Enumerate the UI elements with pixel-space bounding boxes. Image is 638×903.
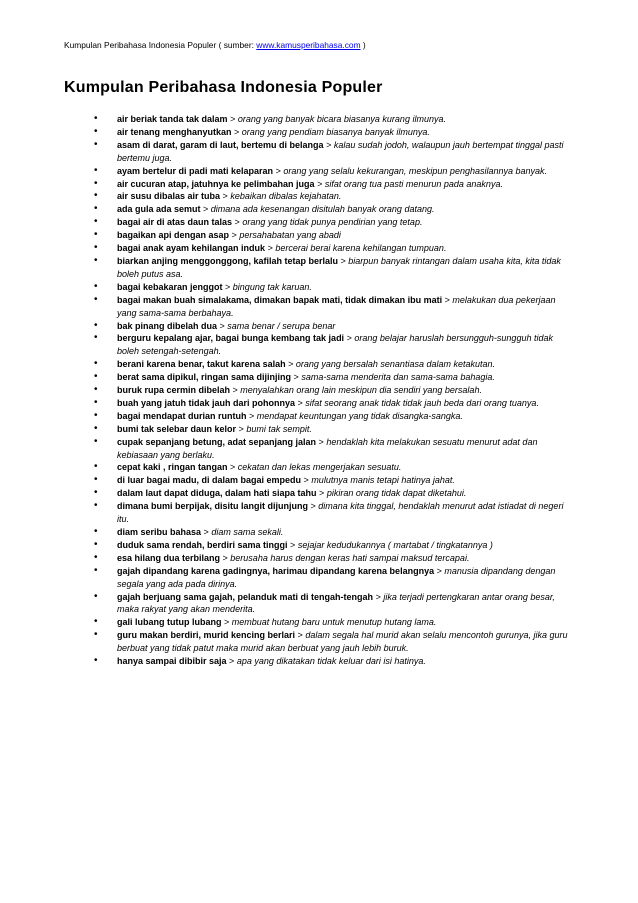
proverb-meaning: biarpun banyak rintangan dalam usaha kita, kita tidak boleh putus asa. [117,255,561,279]
bullet-icon: • [94,254,98,266]
proverb-meaning: sama benar / serupa benar [227,320,336,331]
list-item [64,203,576,216]
separator-arrow: > [273,165,284,176]
separator-arrow: > [287,539,298,550]
bullet-icon: • [94,551,98,563]
proverb-meaning: persahabatan yang abadi [239,230,341,241]
separator-arrow: > [226,656,237,667]
separator-arrow: > [344,333,355,344]
proverb-meaning: jika terjadi pertengkaran antar orang besar, maka rakyat yang akan menderita. [117,591,555,615]
list-item [64,500,576,526]
list-item [64,461,576,474]
separator-arrow: > [338,255,349,266]
bullet-icon: • [94,164,98,176]
bullet-icon: • [94,538,98,550]
list-item [64,320,576,333]
proverb-meaning: hendaklah kita melakukan sesuatu menurut adat dan kebiasaan yang berlaku. [117,436,538,460]
list-item [64,384,576,397]
list-item [64,332,576,358]
header-text: Kumpulan Peribahasa Indonesia Populer ( sumber: [64,40,254,50]
proverb-meaning: berusaha harus dengan keras hati sampai maksud tercapai. [230,552,470,563]
list-item [64,229,576,242]
separator-arrow: > [285,359,296,370]
proverb-term: gali lubang tutup lubang [117,617,222,628]
bullet-icon: • [94,319,98,331]
proverb-meaning: diam sama sekali. [211,527,284,537]
proverb-term: esa hilang dua terbilang [117,552,221,563]
proverb-meaning: menyalahkan orang lain meskipun dia sendiri yang bersalah. [240,385,482,396]
separator-arrow: > [221,617,232,628]
proverb-term: buah yang jatuh tidak jauh dari pohonnya [117,397,296,408]
list-item [64,436,576,462]
list-item [64,591,576,617]
page-header [64,40,366,51]
list-item [64,526,576,539]
proverb-term: bagai makan buah simalakama, dimakan bapak mati, tidak dimakan ibu mati [117,294,443,305]
bullet-icon: • [94,358,98,370]
source-link[interactable]: www.kamusperibahasa.com [256,40,361,50]
separator-arrow: > [308,501,319,512]
bullet-icon: • [94,435,98,447]
proverb-term: asam di darat, garam di laut, bertemu di belanga [117,139,324,150]
bullet-icon: • [94,590,98,602]
bullet-icon: • [94,474,98,486]
bullet-icon: • [94,216,98,228]
list-item [64,139,576,165]
list-item [64,474,576,487]
separator-arrow: > [222,281,233,292]
separator-arrow: > [217,320,228,331]
proverb-meaning: dimana kita tinggal, hendaklah menurut adat istiadat di negeri itu. [117,501,564,525]
proverb-meaning: orang yang tidak punya pendirian yang tetap. [242,217,423,228]
proverb-term: dalam laut dapat diduga, dalam hati siapa tahu [117,488,317,499]
list-item [64,423,576,436]
proverb-meaning: cekatan dan lekas mengerjakan sesuatu. [237,462,402,473]
proverb-term: bumi tak selebar daun kelor [117,423,237,434]
bullet-icon: • [94,396,98,408]
proverb-meaning: mendapat keuntungan yang tidak disangka-sangka. [256,410,463,421]
separator-arrow: > [295,630,306,641]
proverb-term: bagai air di atas daun talas [117,217,233,228]
proverb-term: air beriak tanda tak dalam [117,114,228,124]
proverb-term: air cucuran atap, jatuhnya ke pelimbahan juga [117,178,315,189]
list-item [64,190,576,203]
bullet-icon: • [94,422,98,434]
proverb-meaning: membuat hutang baru untuk menutup hutang lama. [231,617,437,628]
bullet-icon: • [94,371,98,383]
proverb-term: bagai kebakaran jenggot [117,281,223,292]
proverb-term: guru makan berdiri, murid kencing berlari [117,630,296,641]
separator-arrow: > [291,372,302,383]
bullet-icon: • [94,229,98,241]
bullet-icon: • [94,332,98,344]
bullet-icon: • [94,113,98,124]
separator-arrow: > [373,591,384,602]
separator-arrow: > [229,230,240,241]
bullet-icon: • [94,461,98,473]
proverb-list [64,113,576,668]
separator-arrow: > [314,178,325,189]
proverb-meaning: bingung tak karuan. [232,281,312,292]
bullet-icon: • [94,526,98,537]
list-item [64,410,576,423]
list-item [64,539,576,552]
proverb-meaning: kalau sudah jodoh, walaupun jauh bertempat tinggal pasti bertemu juga. [117,139,564,163]
proverb-term: buruk rupa cermin dibelah [117,385,231,396]
separator-arrow: > [201,527,212,537]
bullet-icon: • [94,655,98,667]
proverb-term: hanya sampai dibibir saja [117,656,227,667]
proverb-term: cupak sepanjang betung, adat sepanjang jalan [117,436,317,447]
proverb-term: bak pinang dibelah dua [117,320,218,331]
proverb-meaning: orang yang bersalah senantiasa dalam ketakutan. [295,359,495,370]
separator-arrow: > [220,552,231,563]
proverb-meaning: dimana ada kesenangan disitulah banyak orang datang. [210,204,435,215]
list-item [64,165,576,178]
proverb-meaning: orang yang selalu kekurangan, meskipun penghasilannya banyak. [283,165,548,176]
proverb-meaning: orang yang pendiam biasanya banyak ilmunya. [241,126,430,137]
separator-arrow: > [265,243,276,254]
separator-arrow: > [316,436,327,447]
bullet-icon: • [94,203,98,215]
proverb-meaning: bumi tak sempit. [246,423,312,434]
proverb-term: diam seribu bahasa [117,527,202,537]
bullet-icon: • [94,125,98,137]
separator-arrow: > [230,385,241,396]
proverb-term: berat sama dipikul, ringan sama dijinjing [117,372,292,383]
proverb-term: air tenang menghanyutkan [117,126,232,137]
list-item [64,616,576,629]
page-title: Kumpulan Peribahasa Indonesia Populer [64,79,383,96]
proverb-meaning: sifat orang tua pasti menurun pada anaknya. [324,178,503,189]
bullet-icon: • [94,242,98,254]
bullet-icon: • [94,384,98,396]
proverb-term: di luar bagai madu, di dalam bagai empedu [117,475,302,486]
separator-arrow: > [236,423,247,434]
separator-arrow: > [227,114,238,124]
list-item [64,487,576,500]
proverb-meaning: dalam segala hal murid akan selalu mencontoh gurunya, jika guru berbuat yang tidak patut maka murid akan berbuat yang jauh lebih buruk. [117,630,568,654]
proverb-term: gajah dipandang karena gadingnya, harimau dipandang karena belangnya [117,565,435,576]
bullet-icon: • [94,293,98,305]
separator-arrow: > [301,475,312,486]
proverb-meaning: orang yang banyak bicara biasanya kurang ilmunya. [237,114,446,124]
proverb-term: berani karena benar, takut karena salah [117,359,286,370]
proverb-term: duduk sama rendah, berdiri sama tinggi [117,539,288,550]
list-item [64,629,576,655]
list-item [64,255,576,281]
separator-arrow: > [323,139,334,150]
proverb-term: berguru kepalang ajar, bagai bunga kembang tak jadi [117,333,345,344]
proverb-meaning: apa yang dikatakan tidak keluar dari isi hatinya. [236,656,426,667]
separator-arrow: > [220,191,231,202]
proverb-term: air susu dibalas air tuba [117,191,221,202]
proverb-term: ayam bertelur di padi mati kelaparan [117,165,274,176]
bullet-icon: • [94,177,98,189]
list-item [64,397,576,410]
header-close: ) [362,40,366,50]
proverb-term: bagai mendapat durian runtuh [117,410,247,421]
list-item [64,552,576,565]
list-item [64,294,576,320]
bullet-icon: • [94,280,98,292]
bullet-icon: • [94,190,98,202]
proverb-meaning: sejajar kedudukannya ( martabat / tingkatannya ) [297,539,493,550]
separator-arrow: > [316,488,327,499]
proverb-term: cepat kaki , ringan tangan [117,462,228,473]
proverb-meaning: sama-sama menderita dan sama-sama bahagia. [301,372,495,383]
bullet-icon: • [94,487,98,499]
separator-arrow: > [246,410,257,421]
proverb-term: bagaikan api dengan asap [117,230,230,241]
proverb-term: bagai anak ayam kehilangan induk [117,243,266,254]
list-item [64,655,576,668]
list-item [64,358,576,371]
proverb-meaning: bercerai berai karena kehilangan tumpuan. [275,243,447,254]
list-item [64,242,576,255]
proverb-meaning: mulutnya manis tetapi hatinya jahat. [311,475,455,486]
separator-arrow: > [295,397,306,408]
bullet-icon: • [94,629,98,641]
proverb-meaning: sifat seorang anak tidak tidak jauh beda dari orang tuanya. [305,397,539,408]
proverb-meaning: manusia dipandang dengan segala yang ada pada dirinya. [117,565,556,589]
separator-arrow: > [434,565,445,576]
proverb-term: dimana bumi berpijak, disitu langit dijunjung [117,501,309,512]
proverb-meaning: kebaikan dibalas kejahatan. [230,191,342,202]
list-item [64,371,576,384]
proverb-meaning: pikiran orang tidak dapat diketahui. [326,488,467,499]
list-item [64,126,576,139]
proverb-meaning: melakukan dua pekerjaan yang sama-sama berbahaya. [117,294,556,318]
proverb-term: gajah berjuang sama gajah, pelanduk mati di tengah-tengah [117,591,374,602]
bullet-icon: • [94,616,98,628]
list-item [64,281,576,294]
separator-arrow: > [442,294,453,305]
list-item [64,113,576,126]
list-item [64,178,576,191]
list-item [64,565,576,591]
proverb-term: ada gula ada semut [117,204,201,215]
proverb-meaning: orang belajar haruslah bersungguh-sungguh tidak boleh setengah-setengah. [117,333,553,357]
bullet-icon: • [94,564,98,576]
separator-arrow: > [200,204,211,215]
separator-arrow: > [231,126,242,137]
bullet-icon: • [94,409,98,421]
list-item [64,216,576,229]
bullet-icon: • [94,500,98,512]
proverb-term: biarkan anjing menggonggong, kafilah tetap berlalu [117,255,339,266]
bullet-icon: • [94,138,98,150]
separator-arrow: > [232,217,243,228]
separator-arrow: > [227,462,238,473]
